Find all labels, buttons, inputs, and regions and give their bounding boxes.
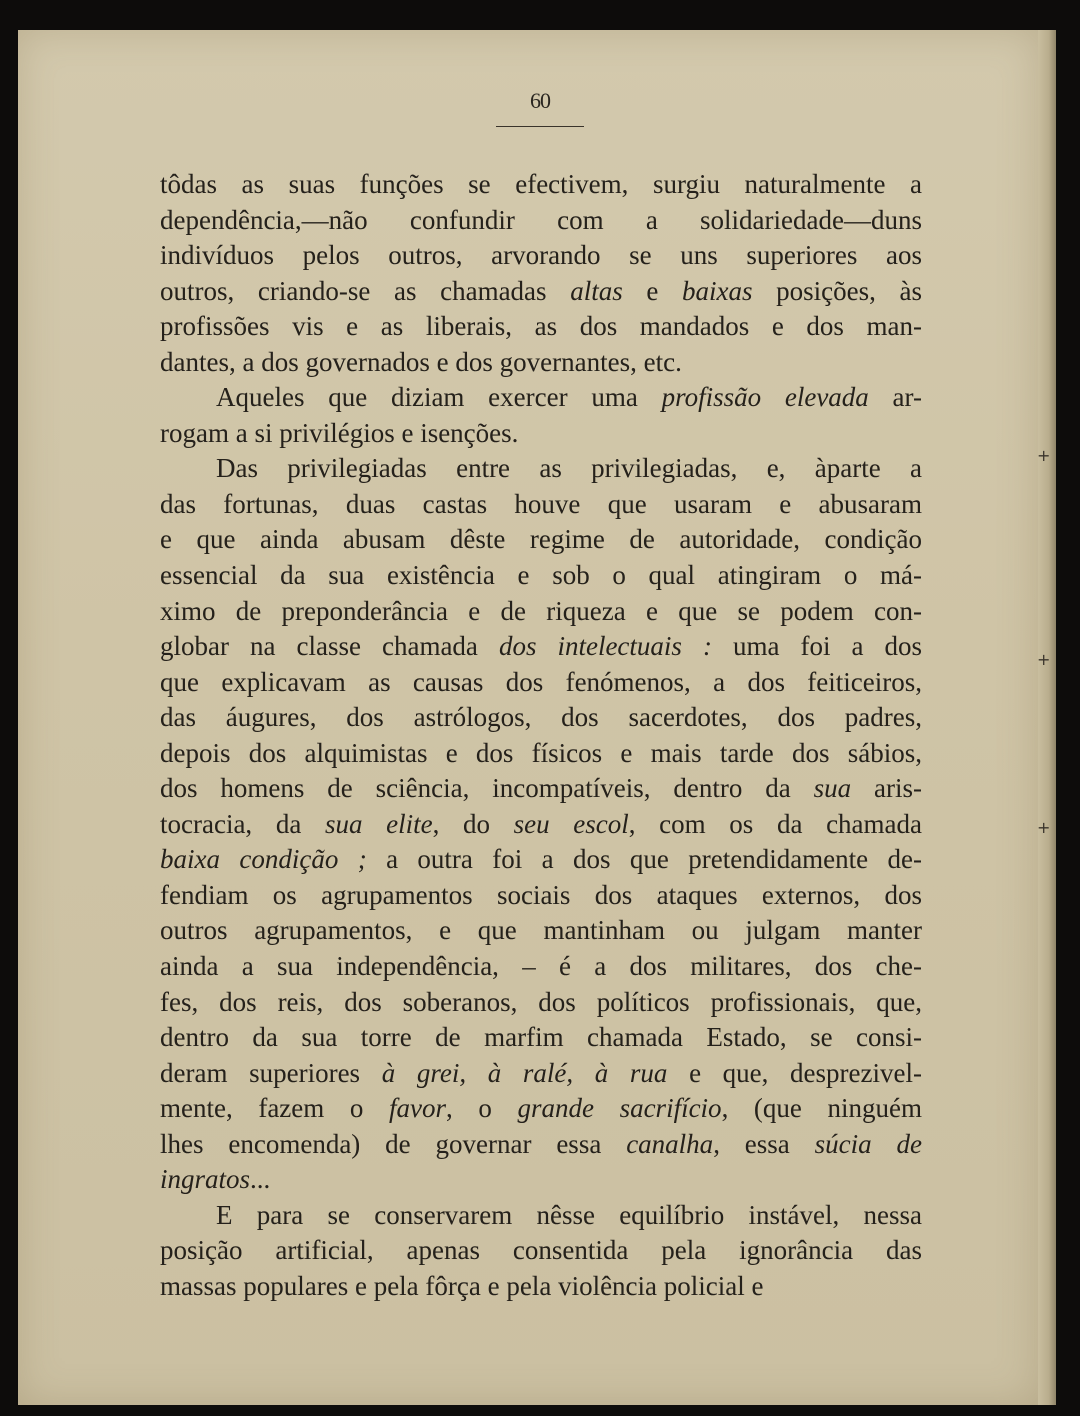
italic-phrase: sua — [813, 773, 852, 804]
text-run: tôdas as suas funções se efectivem, surgiu naturalmente a — [160, 169, 922, 199]
text-line — [160, 274, 922, 310]
italic-phrase: canalha — [626, 1128, 714, 1159]
page-number-rule — [496, 126, 584, 127]
text-line — [160, 665, 922, 701]
text-line — [160, 842, 922, 878]
text-run: indivíduos pelos outros, arvorando se uns superiores aos — [160, 240, 922, 271]
italic-phrase: baixas — [681, 275, 753, 306]
text-line — [160, 380, 922, 416]
text-line — [160, 913, 922, 949]
text-line — [160, 522, 922, 558]
text-run: deram superiores — [160, 1057, 382, 1088]
text-line — [160, 558, 922, 594]
text-run: tocracia, da — [160, 808, 325, 839]
text-line — [160, 345, 922, 381]
text-run: ainda a sua independência, – é a dos militares, dos che- — [160, 951, 922, 982]
text-line — [160, 1056, 922, 1092]
text-run: E para se conservarem nêsse equilíbrio instável, nessa — [216, 1199, 922, 1230]
text-run: a outra foi a dos que pretendidamente de- — [366, 844, 922, 875]
text-line — [160, 949, 922, 985]
margin-marks — [1037, 0, 1057, 1416]
italic-phrase: súcia de — [814, 1128, 922, 1159]
text-run: depois dos alquimistas e dos físicos e mais tarde dos sábios, — [160, 737, 922, 768]
text-run: aris- — [851, 773, 922, 804]
text-line — [160, 203, 922, 239]
text-line — [160, 985, 922, 1021]
text-line — [160, 629, 922, 665]
text-run: lhes encomenda) de governar essa — [160, 1128, 627, 1159]
italic-phrase: dos intelectuais : — [498, 631, 712, 662]
text-run: das áugures, dos astrólogos, dos sacerdotes, dos padres, — [160, 702, 922, 733]
text-line — [160, 1269, 922, 1305]
text-run: , com os da chamada — [628, 808, 923, 839]
text-run: , do — [432, 808, 514, 839]
text-run: das fortunas, duas castas houve que usaram e abusaram — [160, 488, 922, 519]
text-run: Das privilegiadas entre as privilegiadas, e, àparte a — [216, 453, 922, 484]
italic-phrase: favor — [389, 1093, 446, 1124]
italic-phrase: profissão elevada — [661, 382, 869, 413]
text-line — [160, 487, 922, 523]
text-line — [160, 878, 922, 914]
text-run: ximo de preponderância e de riqueza e que se podem con- — [160, 595, 922, 626]
margin-mark: + — [1037, 818, 1051, 837]
text-run: e que ainda abusam dêste regime de autoridade, condição — [160, 524, 922, 555]
text-line — [160, 807, 922, 843]
text-run: fes, dos reis, dos soberanos, dos políticos profissionais, que, — [160, 986, 922, 1017]
text-line — [160, 700, 922, 736]
text-line — [160, 238, 922, 274]
text-run: outros, criando-se as chamadas — [160, 275, 571, 306]
italic-phrase: seu escol — [513, 808, 629, 839]
text-line — [160, 451, 922, 487]
italic-phrase: ingratos — [160, 1164, 251, 1195]
text-run: dentro da sua torre de marfim chamada Estado, se consi- — [160, 1022, 922, 1053]
text-line — [160, 771, 922, 807]
text-run: dependência,—não confundir com a solidariedade—duns — [160, 204, 922, 235]
text-line — [160, 736, 922, 772]
margin-mark: + — [1037, 446, 1051, 465]
text-run: uma foi a dos — [711, 631, 922, 662]
text-run: ... — [250, 1164, 271, 1195]
text-run: essencial da sua existência e sob o qual atingiram o má- — [160, 560, 922, 591]
text-run: outros agrupamentos, e que mantinham ou julgam manter — [160, 915, 922, 946]
text-run: e que, desprezivel- — [667, 1057, 922, 1088]
text-run: mente, fazem o — [160, 1093, 389, 1124]
italic-phrase: grande sacrifício — [517, 1093, 722, 1124]
text-run: e — [622, 275, 682, 306]
text-run: massas populares e pela fôrça e pela violência policial e — [160, 1270, 764, 1301]
text-line — [160, 1091, 922, 1127]
italic-phrase: sua elite — [324, 808, 433, 839]
text-line — [160, 167, 922, 203]
text-run: fendiam os agrupamentos sociais dos ataques externos, dos — [160, 879, 922, 910]
text-line — [160, 594, 922, 630]
text-run: posição artificial, apenas consentida pela ignorância das — [160, 1235, 922, 1266]
italic-phrase: à grei, à ralé, à rua — [381, 1057, 668, 1088]
text-line — [160, 1127, 922, 1163]
text-run: dos homens de sciência, incompatíveis, dentro da — [160, 773, 814, 804]
body-text — [160, 167, 922, 1305]
text-run: que explicavam as causas dos fenómenos, a dos feiticeiros, — [160, 666, 922, 697]
page-number: 60 — [530, 88, 550, 113]
text-line — [160, 416, 922, 452]
text-run: ar- — [868, 382, 922, 413]
text-line — [160, 1233, 922, 1269]
text-run: profissões vis e as liberais, as dos mandados e dos man- — [160, 311, 922, 342]
text-run: globar na classe chamada — [160, 631, 499, 662]
italic-phrase: altas — [570, 275, 623, 306]
text-line — [160, 309, 922, 345]
text-run: rogam a si privilégios e isenções. — [160, 417, 519, 448]
text-run: , essa — [713, 1128, 815, 1159]
text-line — [160, 1198, 922, 1234]
text-run: Aqueles que diziam exercer uma — [216, 382, 662, 413]
text-run: posições, às — [752, 275, 922, 306]
text-run: , o — [446, 1093, 518, 1124]
italic-phrase: baixa condição ; — [160, 844, 367, 875]
text-run: dantes, a dos governados e dos governantes, etc. — [160, 346, 682, 377]
text-line — [160, 1162, 922, 1198]
text-run: , (que ninguém — [721, 1093, 922, 1124]
margin-mark: + — [1037, 650, 1051, 669]
text-line — [160, 1020, 922, 1056]
